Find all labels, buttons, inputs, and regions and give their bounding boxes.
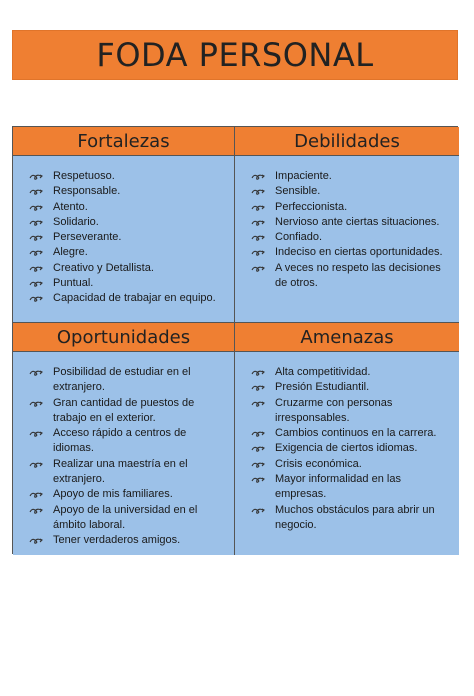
- list-item: [29, 276, 228, 291]
- double-loop-bullet-icon: [251, 365, 275, 377]
- list-item-text: Cambios continuos en la carrera.: [275, 427, 437, 440]
- fortalezas-list: [29, 169, 228, 307]
- list-item: [251, 426, 453, 441]
- list-item: [29, 396, 228, 427]
- list-item: [251, 503, 453, 534]
- double-loop-bullet-icon: [251, 169, 275, 181]
- list-item: [29, 261, 228, 276]
- double-loop-bullet-icon: [251, 441, 275, 453]
- oportunidades-header: [13, 323, 235, 352]
- list-item: [251, 184, 453, 199]
- list-item-text: Respetuoso.: [53, 170, 115, 182]
- oportunidades-cell: [13, 352, 235, 555]
- double-loop-bullet-icon: [251, 396, 275, 408]
- list-item: [251, 245, 453, 260]
- list-item-text: Solidario.: [53, 215, 99, 228]
- title-banner: [12, 30, 458, 80]
- list-item: [251, 215, 453, 230]
- list-item-text: Realizar una maestría en el extranjero.: [53, 457, 188, 486]
- list-item: [29, 457, 228, 488]
- list-item: [251, 365, 453, 380]
- list-item: [251, 472, 453, 503]
- list-item: [29, 487, 228, 502]
- list-item: [29, 533, 228, 548]
- list-item-text: A veces no respeto las decisiones de otros.: [275, 261, 441, 290]
- list-item-text: Apoyo de mis familiares.: [53, 488, 173, 501]
- list-item-text: Apoyo de la universidad en el ámbito laboral.: [53, 503, 198, 531]
- list-item-text: Perseverante.: [53, 231, 122, 244]
- double-loop-bullet-icon: [251, 472, 275, 484]
- list-item: [29, 215, 228, 230]
- list-item: [251, 396, 453, 427]
- list-item-text: Nervioso ante ciertas situaciones.: [275, 215, 440, 228]
- double-loop-bullet-icon: [29, 184, 53, 196]
- double-loop-bullet-icon: [251, 215, 275, 227]
- list-item: [29, 503, 228, 534]
- amenazas-header: [235, 323, 459, 352]
- double-loop-bullet-icon: [251, 426, 275, 438]
- debilidades-cell: [235, 156, 459, 323]
- double-loop-bullet-icon: [29, 230, 53, 242]
- list-item: [251, 380, 453, 395]
- list-item-text: Cruzarme con personas irresponsables.: [275, 396, 393, 424]
- list-item: [251, 261, 453, 292]
- fortalezas-header: [13, 127, 235, 156]
- double-loop-bullet-icon: [29, 200, 53, 212]
- list-item-text: Presión Estudiantil.: [275, 381, 370, 394]
- list-item-text: Acceso rápido a centros de idiomas.: [53, 427, 187, 455]
- list-item: [29, 365, 228, 396]
- list-item-text: Posibilidad de estudiar en el extranjero.: [53, 366, 191, 394]
- list-item: [29, 184, 228, 199]
- double-loop-bullet-icon: [29, 276, 53, 288]
- foda-table: [12, 126, 458, 554]
- list-item-text: Puntual.: [53, 277, 94, 290]
- amenazas-title: Amenazas: [300, 326, 394, 348]
- list-item: [251, 457, 453, 472]
- list-item: [29, 426, 228, 457]
- double-loop-bullet-icon: [29, 426, 53, 438]
- double-loop-bullet-icon: [251, 457, 275, 469]
- list-item-text: Muchos obstáculos para abrir un negocio.: [275, 503, 435, 531]
- list-item: [251, 169, 453, 184]
- double-loop-bullet-icon: [251, 200, 275, 212]
- debilidades-list: [251, 169, 453, 291]
- fortalezas-cell: [13, 156, 235, 323]
- list-item-text: Mayor informalidad en las empresas.: [275, 473, 401, 501]
- double-loop-bullet-icon: [29, 533, 53, 545]
- double-loop-bullet-icon: [29, 169, 53, 181]
- list-item-text: Alegre.: [53, 246, 88, 259]
- debilidades-title: Debilidades: [294, 130, 400, 152]
- double-loop-bullet-icon: [29, 365, 53, 377]
- list-item-text: Responsable.: [53, 185, 121, 198]
- double-loop-bullet-icon: [251, 380, 275, 392]
- list-item-text: Capacidad de trabajar en equipo.: [53, 292, 216, 305]
- double-loop-bullet-icon: [29, 215, 53, 227]
- double-loop-bullet-icon: [29, 261, 53, 273]
- list-item-text: Indeciso en ciertas oportunidades.: [275, 246, 443, 259]
- list-item: [29, 291, 228, 306]
- double-loop-bullet-icon: [29, 245, 53, 257]
- list-item-text: Impaciente.: [275, 170, 332, 182]
- oportunidades-list: [29, 365, 228, 549]
- list-item-text: Exigencia de ciertos idiomas.: [275, 442, 418, 455]
- double-loop-bullet-icon: [29, 487, 53, 499]
- page-title: FODA PERSONAL: [96, 36, 374, 74]
- double-loop-bullet-icon: [29, 396, 53, 408]
- double-loop-bullet-icon: [251, 184, 275, 196]
- debilidades-header: [235, 127, 459, 156]
- list-item-text: Tener verdaderos amigos.: [53, 534, 181, 547]
- list-item: [29, 230, 228, 245]
- amenazas-cell: [235, 352, 459, 555]
- list-item: [251, 200, 453, 215]
- list-item: [29, 200, 228, 215]
- list-item-text: Alta competitividad.: [275, 366, 371, 378]
- list-item: [29, 169, 228, 184]
- list-item-text: Atento.: [53, 200, 88, 213]
- oportunidades-title: Oportunidades: [56, 326, 191, 348]
- list-item: [251, 441, 453, 456]
- list-item-text: Creativo y Detallista.: [53, 261, 154, 274]
- list-item-text: Sensible.: [275, 185, 321, 198]
- list-item-text: Perfeccionista.: [275, 200, 348, 213]
- list-item: [251, 230, 453, 245]
- list-item: [29, 245, 228, 260]
- list-item-text: Gran cantidad de puestos de trabajo en el exterior.: [53, 396, 195, 424]
- double-loop-bullet-icon: [29, 291, 53, 303]
- double-loop-bullet-icon: [251, 503, 275, 515]
- list-item-text: Confiado.: [275, 231, 323, 244]
- double-loop-bullet-icon: [251, 230, 275, 242]
- double-loop-bullet-icon: [29, 457, 53, 469]
- double-loop-bullet-icon: [251, 245, 275, 257]
- list-item-text: Crisis económica.: [275, 457, 362, 470]
- double-loop-bullet-icon: [29, 503, 53, 515]
- amenazas-list: [251, 365, 453, 533]
- fortalezas-title: Fortalezas: [77, 130, 170, 152]
- double-loop-bullet-icon: [251, 261, 275, 273]
